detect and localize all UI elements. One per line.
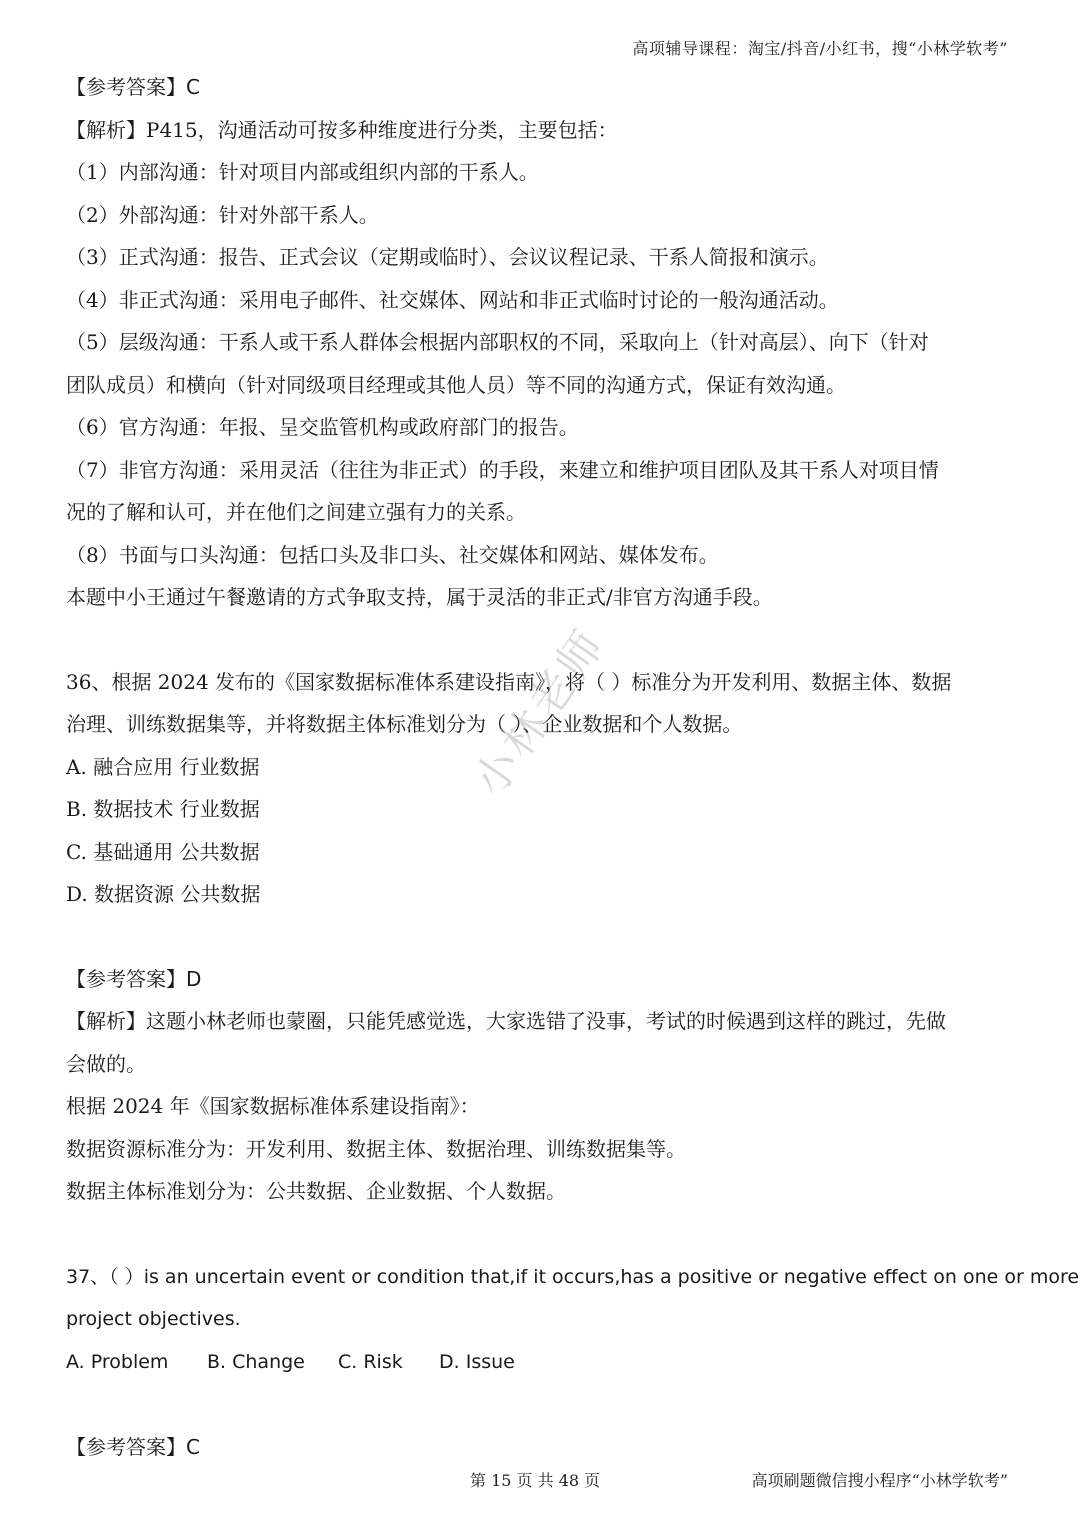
analysis-text: P415，沟通活动可按多种维度进行分类，主要包括：: [146, 118, 618, 142]
page-number: 第 15 页 共 48 页: [470, 1471, 601, 1490]
q37-answer: [66, 1432, 200, 1462]
q35-item-3: （3）正式沟通：报告、正式会议（定期或临时）、会议议程记录、干系人简报和演示。: [66, 245, 829, 269]
q36-analysis-line4: 数据资源标准分为：开发利用、数据主体、数据治理、训练数据集等。: [66, 1137, 686, 1161]
q35-item-7: （7）非官方沟通：采用灵活（往往为非正式）的手段，来建立和维护项目团队及其干系人对项目情: [66, 458, 939, 482]
q36-analysis-line5: 数据主体标准划分为：公共数据、企业数据、个人数据。: [66, 1179, 566, 1203]
answer-value: C: [186, 75, 200, 99]
q35-item-4: （4）非正式沟通：采用电子邮件、社交媒体、网站和非正式临时讨论的一般沟通活动。: [66, 288, 839, 312]
q35-item-7-cont: 况的了解和认可，并在他们之间建立强有力的关系。: [66, 500, 526, 524]
q35-item-1: （1）内部沟通：针对项目内部或组织内部的干系人。: [66, 160, 539, 184]
answer-value: D: [186, 967, 202, 991]
q37-stem-line1: 37、（ ）is an uncertain event or condition that,if it occurs,has a positive or negative effect on one or more: [66, 1266, 1080, 1288]
q36-option-d: D. 数据资源 公共数据: [66, 882, 261, 906]
header-note: 高项辅导课程：淘宝/抖音/小红书，搜“小林学软考”: [632, 39, 1008, 58]
q36-answer: [66, 964, 201, 994]
q36-stem-line2: 治理、训练数据集等，并将数据主体标准划分为（ ）、企业数据和个人数据。: [66, 712, 743, 736]
q35-item-2: （2）外部沟通：针对外部干系人。: [66, 203, 379, 227]
answer-value: C: [186, 1435, 200, 1459]
q37-option-d: D. Issue: [439, 1351, 515, 1373]
q37-stem-line2: project objectives.: [66, 1308, 241, 1330]
analysis-label: 【解析】: [66, 1009, 146, 1033]
q35-item-5: （5）层级沟通：干系人或干系人群体会根据内部职权的不同，采取向上（针对高层）、向下（针对: [66, 330, 929, 354]
watermark: 小林老师: [464, 619, 616, 806]
footer-note: 高项刷题微信搜小程序“小林学软考”: [751, 1471, 1008, 1490]
q36-stem-line1: 36、根据 2024 发布的《国家数据标准体系建设指南》，将（ ）标准分为开发利用、数据主体、数据: [66, 670, 952, 694]
analysis-text: 这题小林老师也蒙圈，只能凭感觉选，大家选错了没事，考试的时候遇到这样的跳过，先做: [146, 1009, 946, 1033]
q35-analysis-intro: [66, 115, 618, 145]
q36-option-b: B. 数据技术 行业数据: [66, 797, 260, 821]
answer-label: 【参考答案】: [66, 1435, 186, 1459]
q37-option-a: A. Problem: [66, 1351, 169, 1373]
q36-option-c: C. 基础通用 公共数据: [66, 840, 260, 864]
answer-label: 【参考答案】: [66, 75, 186, 99]
q37-options: [66, 1347, 515, 1377]
q36-analysis-line3: 根据 2024 年《国家数据标准体系建设指南》：: [66, 1094, 480, 1118]
q35-item-5-cont: 团队成员）和横向（针对同级项目经理或其他人员）等不同的沟通方式，保证有效沟通。: [66, 373, 846, 397]
q36-option-a: A. 融合应用 行业数据: [66, 755, 260, 779]
analysis-label: 【解析】: [66, 118, 146, 142]
q36-analysis-line1: [66, 1006, 946, 1036]
q37-option-c: C. Risk: [338, 1351, 403, 1373]
q35-answer: [66, 72, 200, 102]
q35-item-8: （8）书面与口头沟通：包括口头及非口头、社交媒体和网站、媒体发布。: [66, 543, 719, 567]
answer-label: 【参考答案】: [66, 967, 186, 991]
q35-item-6: （6）官方沟通：年报、呈交监管机构或政府部门的报告。: [66, 415, 579, 439]
q36-analysis-line2: 会做的。: [66, 1052, 146, 1076]
q35-conclusion: 本题中小王通过午餐邀请的方式争取支持，属于灵活的非正式/非官方沟通手段。: [66, 585, 773, 609]
q37-option-b: B. Change: [207, 1351, 305, 1373]
